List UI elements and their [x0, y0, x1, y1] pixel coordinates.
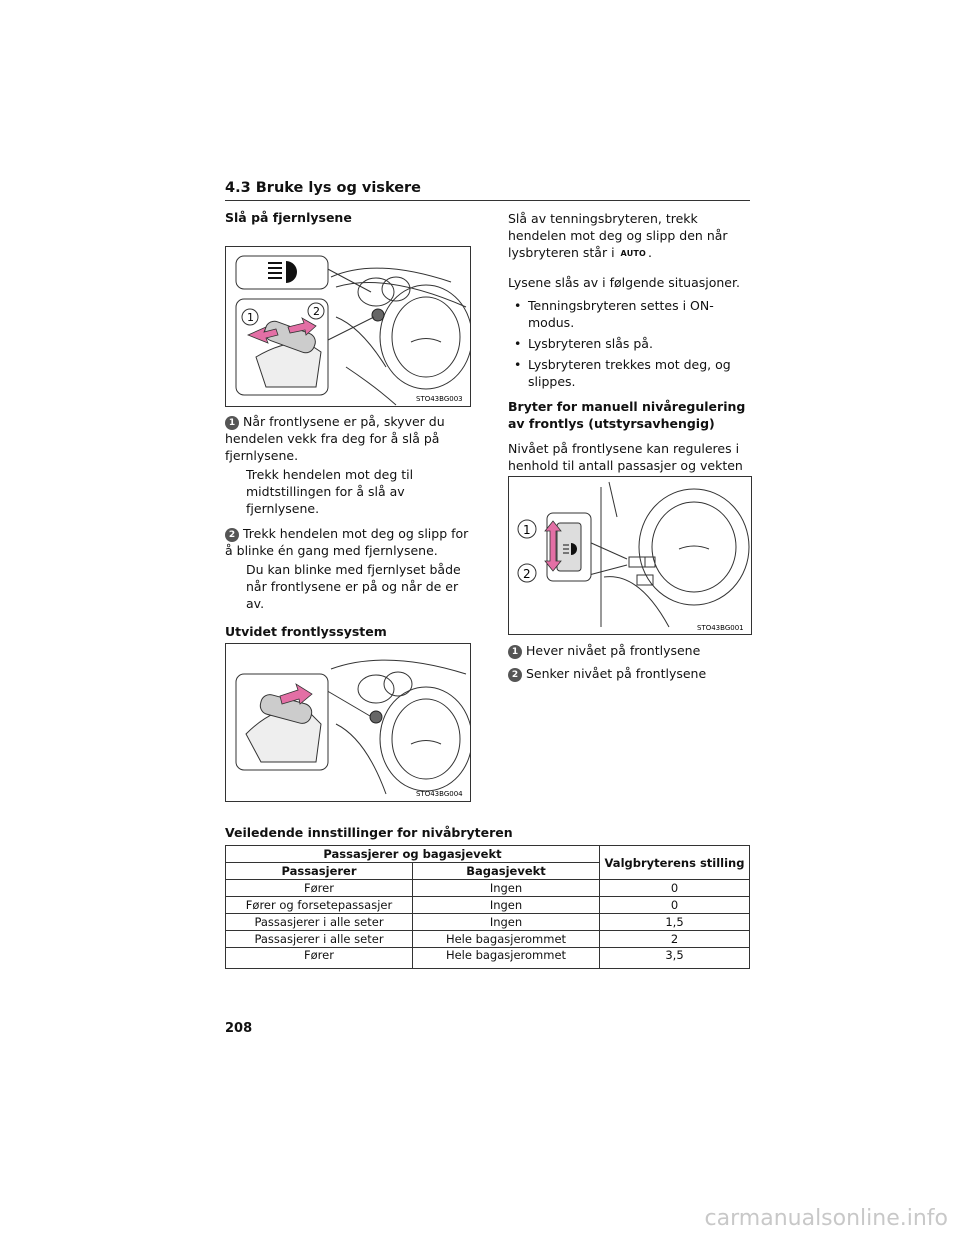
extended-headlight-illustration [226, 644, 470, 801]
high-beam-illustration [226, 247, 470, 406]
svg-text:1: 1 [247, 311, 254, 324]
figure-code: STO43BG001 [697, 624, 744, 632]
svg-text:2: 2 [313, 305, 320, 318]
lights-off-list [508, 297, 753, 390]
leveling-illustration [509, 477, 751, 634]
figure-code: STO43BG004 [416, 790, 463, 798]
heading-extended-headlight: Utvidet frontlyssystem [225, 624, 387, 639]
figure-leveling [508, 476, 752, 635]
section-title: 4.3 Bruke lys og viskere [225, 180, 422, 196]
auto-label: AUTO [620, 249, 647, 258]
leveling-settings-table [225, 845, 750, 969]
watermark: carmanualsonline.info [704, 1206, 948, 1231]
table-row: Fører og forsetepassasjer Ingen 0 [226, 897, 750, 914]
leveling-step-2: 2 Senker nivået på frontlysene [508, 665, 753, 682]
table-header-passengers: Passasjerer [226, 863, 413, 880]
list-item: • Lysbryteren trekkes mot deg, og slippes. [508, 356, 753, 390]
step-1: 1 Når frontlysene er på, skyver du hendelen vekk fra deg for å slå på fjernlysene. [225, 414, 445, 463]
step-1-note: Trekk hendelen mot deg til midtstillingen for å slå av fjernlysene. [246, 467, 414, 516]
heading-leveling: Bryter for manuell nivåregulering av frontlys (utstyrsavhengig) [508, 399, 746, 431]
step-2-note: Du kan blinke med fjernlyset både når frontlysene er på og når de er av. [246, 562, 461, 611]
table-row: Passasjerer i alle seter Hele bagasjerommet 2 [226, 931, 750, 948]
figure-high-beam [225, 246, 471, 407]
table-row: Fører Hele bagasjerommet 3,5 [226, 948, 750, 969]
leveling-text: Nivået på frontlysene kan reguleres i henhold til antall passasjer og vekten [508, 441, 743, 473]
table-row: Passasjerer i alle seter Ingen 1,5 [226, 914, 750, 931]
svg-text:1: 1 [523, 523, 531, 537]
list-item: • Tenningsbryteren settes i ON-modus. [508, 297, 753, 331]
step-2: 2 Trekk hendelen mot deg og slipp for å blinke én gang med fjernlysene. [225, 526, 469, 558]
header-rule [225, 200, 750, 201]
leveling-steps [508, 642, 753, 682]
leveling-step-1: 1 Hever nivået på frontlysene [508, 642, 753, 659]
step-number-1: 1 [508, 645, 522, 659]
heading-high-beam: Slå på fjernlysene [225, 210, 352, 225]
table-header-luggage: Bagasjevekt [413, 863, 600, 880]
step-number-2: 2 [225, 528, 239, 542]
table-title: Veiledende innstillinger for nivåbryteren [225, 825, 513, 840]
table-group-header: Passasjerer og bagasjevekt [226, 846, 600, 863]
step-number-1: 1 [225, 416, 239, 430]
high-beam-steps [225, 413, 470, 681]
figure-extended-headlight [225, 643, 471, 802]
list-item: • Lysbryteren slås på. [508, 335, 753, 352]
page-number: 208 [225, 1021, 253, 1036]
step-number-2: 2 [508, 668, 522, 682]
svg-text:2: 2 [523, 567, 531, 581]
table-row: Fører Ingen 0 [226, 880, 750, 897]
auto-instruction: Slå av tenningsbryteren, trekk hendelen mot deg og slipp den når lysbryteren står i AUTO . [508, 211, 728, 260]
right-column-text [508, 210, 753, 491]
figure-code: STO43BG003 [416, 395, 463, 403]
lights-off-intro: Lysene slås av i følgende situasjoner. [508, 275, 740, 290]
table-header-setting: Valgbryterens stilling [600, 846, 750, 880]
